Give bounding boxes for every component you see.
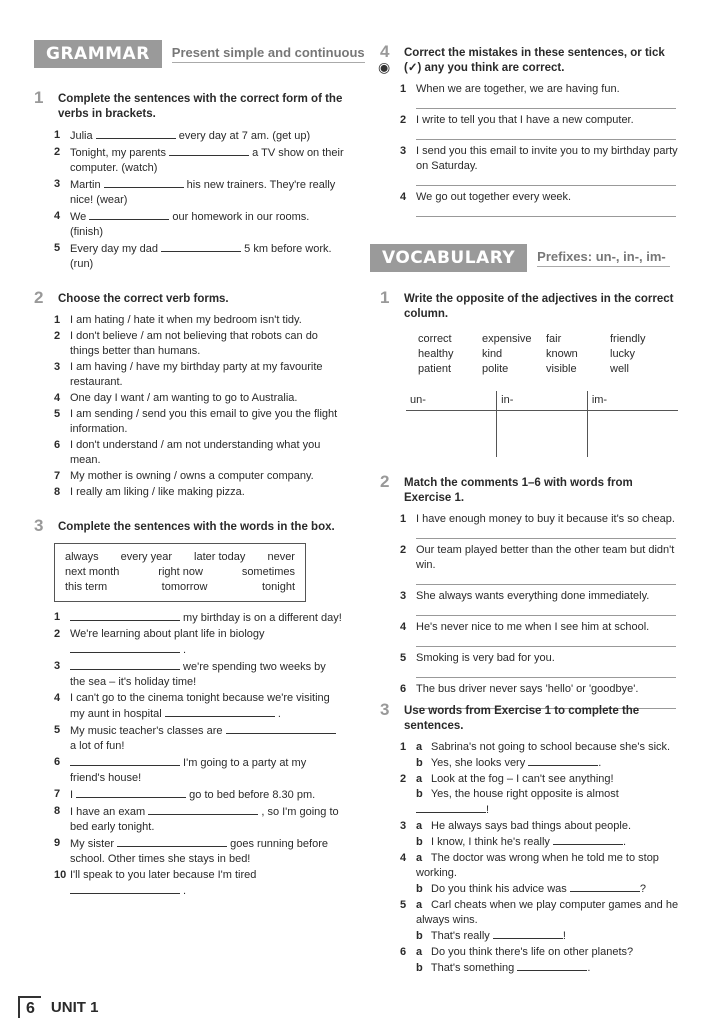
item-number: 2	[400, 544, 407, 556]
item-text: 5 km before work. (run)	[70, 243, 332, 270]
label-a: a	[416, 899, 423, 911]
list-item	[34, 787, 344, 803]
item-text: I don't believe / am not believing that robots can do things better than humans.	[70, 330, 318, 357]
label-b: b	[416, 757, 423, 769]
vocabulary-tag: VOCABULARY	[370, 244, 527, 272]
item-text: our homework in our rooms. (finish)	[70, 211, 310, 238]
list-item	[380, 589, 680, 616]
answer-blank[interactable]	[70, 659, 180, 670]
item-text: I'm going to a party at my friend's house!	[70, 757, 307, 784]
label-b: b	[416, 883, 423, 895]
list-item	[34, 145, 344, 176]
item-text: My mother is owning / owns a computer company.	[70, 470, 314, 482]
item-text: goes running before school. Other times she stays in bed!	[70, 838, 328, 865]
label-a: a	[416, 852, 423, 864]
word-box-word: next month	[65, 566, 120, 578]
label-a: a	[416, 773, 423, 785]
word-box-word: always	[65, 551, 99, 563]
exercise-title: Complete the sentences with the words in the box.	[58, 521, 335, 533]
answer-blank[interactable]	[104, 177, 184, 188]
item-number: 9	[54, 837, 61, 849]
item-number: 4	[400, 852, 407, 864]
word-box-word: every year	[120, 551, 173, 563]
list-item	[380, 82, 680, 109]
answer-line[interactable]	[416, 129, 676, 140]
answer-line[interactable]	[416, 175, 676, 186]
list-item	[380, 740, 680, 771]
item-text: I am sending / send you this email to give you the flight information.	[70, 408, 338, 435]
answer-blank[interactable]	[96, 128, 176, 139]
item-number: 2	[400, 773, 407, 785]
line-a	[416, 945, 680, 960]
answer-line[interactable]	[416, 206, 676, 217]
list-item	[380, 898, 680, 944]
vocabulary-exercise-3	[380, 700, 680, 977]
item-text: The doctor was wrong when he told me to stop working.	[416, 852, 659, 879]
word-box-row	[65, 550, 295, 565]
item-text: I write to tell you that I have a new computer.	[416, 114, 634, 126]
adjective-word: healthy	[418, 348, 454, 360]
item-number: 2	[54, 628, 61, 640]
item-end: .	[623, 836, 627, 848]
label-a: a	[416, 741, 423, 753]
answer-line[interactable]	[416, 98, 676, 109]
exercise-number: 2	[34, 288, 44, 307]
item-text: every day at 7 am. (get up)	[175, 130, 311, 142]
item-text: Julia	[70, 130, 96, 142]
page-footer	[18, 996, 98, 1018]
label-a: a	[416, 946, 423, 958]
line-b	[416, 881, 680, 897]
list-item	[34, 407, 344, 437]
item-number: 5	[54, 408, 61, 420]
item-text: Every day my dad	[70, 243, 162, 255]
item-text: Carl cheats when we play computer games and he always wins.	[416, 899, 679, 926]
item-number: 5	[400, 899, 407, 911]
list-item	[34, 627, 344, 658]
item-number: 6	[400, 946, 407, 958]
item-number: 10	[54, 869, 67, 881]
answer-blank[interactable]	[165, 706, 275, 717]
grammar-tag: GRAMMAR	[34, 40, 162, 68]
item-number: 3	[54, 361, 61, 373]
item-number: 1	[400, 83, 407, 95]
item-end: !	[562, 930, 566, 942]
list-item	[34, 868, 344, 899]
item-number: 3	[54, 178, 61, 190]
item-text: a TV show on their computer. (watch)	[70, 147, 344, 174]
item-text: Tonight, my parents	[70, 147, 170, 159]
exercise-items	[380, 740, 680, 976]
line-a	[416, 819, 680, 834]
item-text: we're spending two weeks by the sea – it's holiday time!	[70, 661, 326, 688]
item-text: I send you this email to invite you to my birthday party on Saturday.	[416, 145, 678, 172]
item-text: go to bed before 8.30 pm.	[186, 789, 316, 801]
item-text: One day I want / am wanting to go to Australia.	[70, 392, 298, 404]
adjective-word: polite	[482, 363, 509, 375]
list-item	[34, 659, 344, 690]
exercise-number: 4	[380, 42, 390, 61]
item-text: .	[180, 885, 187, 897]
answer-blank[interactable]	[528, 755, 598, 766]
list-item	[380, 620, 680, 647]
grammar-exercise-2	[34, 288, 344, 501]
item-number: 1	[400, 513, 407, 525]
line-a	[416, 898, 680, 928]
answer-line[interactable]	[416, 605, 676, 616]
item-number: 8	[54, 805, 61, 817]
answer-blank[interactable]	[70, 642, 180, 653]
prefix-table	[406, 391, 678, 457]
item-end: .	[598, 757, 602, 769]
grammar-header	[34, 38, 365, 70]
item-number: 3	[54, 660, 61, 672]
item-text: The bus driver never says 'hello' or 'goodbye'.	[416, 683, 639, 695]
answer-line[interactable]	[416, 574, 676, 585]
item-text: I have enough money to buy it because it's so cheap.	[416, 513, 675, 525]
item-number: 1	[54, 129, 61, 141]
item-number: 4	[54, 210, 61, 222]
page-number: 6	[18, 996, 41, 1018]
answer-blank[interactable]	[70, 755, 180, 766]
answer-blank[interactable]	[493, 928, 563, 939]
vocabulary-exercise-1	[380, 288, 680, 457]
item-number: 6	[54, 439, 61, 451]
list-item	[34, 128, 344, 144]
grammar-exercise-4	[378, 42, 680, 221]
adjective-word: patient	[418, 363, 452, 375]
item-number: 6	[400, 683, 407, 695]
item-text: Our team played better than the other team but didn't win.	[416, 544, 675, 571]
label-b: b	[416, 930, 423, 942]
answer-blank[interactable]	[89, 209, 169, 220]
answer-blank[interactable]	[148, 804, 258, 815]
eye-icon: ◉	[378, 59, 391, 75]
adjective-word: known	[546, 348, 578, 360]
list-item	[380, 945, 680, 976]
item-end: ?	[639, 883, 646, 895]
item-end: !	[486, 804, 490, 816]
word-box-row	[65, 565, 295, 580]
list-item	[34, 360, 344, 390]
word-box-word: never	[267, 551, 295, 563]
vocabulary-exercise-2	[380, 472, 680, 713]
exercise-title: Match the comments 1–6 with words from Exercise 1.	[404, 477, 633, 504]
list-item	[34, 755, 344, 786]
list-item	[34, 209, 344, 240]
item-text: My music teacher's classes are	[70, 725, 226, 737]
line-b	[416, 834, 680, 850]
list-item	[34, 241, 344, 272]
item-number: 3	[400, 145, 407, 157]
list-item	[34, 804, 344, 835]
item-number: 1	[54, 611, 61, 623]
item-number: 6	[54, 756, 61, 768]
exercise-items	[34, 610, 344, 899]
vocabulary-header	[370, 242, 670, 274]
answer-blank[interactable]	[416, 802, 486, 813]
answer-line[interactable]	[416, 667, 676, 678]
item-text: I	[70, 789, 77, 801]
word-box-word: right now	[158, 566, 203, 578]
list-item	[380, 512, 680, 539]
item-text: I am having / have my birthday party at my favourite restaurant.	[70, 361, 323, 388]
item-text: .	[180, 644, 187, 656]
item-text: Martin	[70, 179, 104, 191]
list-item	[34, 177, 344, 208]
exercise-number: 1	[380, 288, 390, 307]
list-item	[380, 144, 680, 186]
item-text: He always says bad things about people.	[428, 820, 632, 832]
answer-line[interactable]	[416, 636, 676, 647]
adjective-list	[418, 332, 680, 377]
item-text: I don't understand / am not understanding what you mean.	[70, 439, 321, 466]
exercise-title: Complete the sentences with the correct form of the verbs in brackets.	[58, 93, 343, 120]
item-number: 4	[400, 191, 407, 203]
line-a	[416, 851, 680, 881]
answer-blank[interactable]	[553, 834, 623, 845]
item-text: I'll speak to you later because I'm tired	[70, 869, 257, 881]
item-text: He's never nice to me when I see him at school.	[416, 621, 650, 633]
word-box-row	[65, 580, 295, 595]
item-number: 8	[54, 486, 61, 498]
label-b: b	[416, 962, 423, 974]
word-box-word: sometimes	[241, 566, 295, 578]
adjective-word: kind	[482, 348, 503, 360]
exercise-title: Correct the mistakes in these sentences, or tick (✓) any you think are correct.	[404, 47, 665, 74]
grammar-exercise-1	[34, 88, 344, 273]
item-number: 1	[54, 314, 61, 326]
column-im: im-	[587, 391, 678, 411]
exercise-title: Choose the correct verb forms.	[58, 293, 229, 305]
word-box-word: later today	[194, 551, 246, 563]
adjective-word: fair	[546, 333, 562, 345]
adjective-row	[418, 362, 680, 377]
list-item	[34, 836, 344, 867]
list-item	[34, 391, 344, 406]
answer-blank[interactable]	[70, 610, 180, 621]
exercise-items	[34, 313, 344, 500]
item-text: Yes, the house right opposite is almost	[428, 788, 619, 800]
list-item	[34, 469, 344, 484]
list-item	[34, 438, 344, 468]
item-text: Smoking is very bad for you.	[416, 652, 555, 664]
list-item	[34, 610, 344, 626]
item-text: Do you think his advice was	[428, 883, 570, 895]
item-number: 5	[54, 242, 61, 254]
item-text: That's something	[428, 962, 518, 974]
label-a: a	[416, 820, 423, 832]
adjective-word: correct	[418, 333, 452, 345]
item-text: his new trainers. They're really nice! (wear)	[70, 179, 336, 206]
item-text: I really am liking / like making pizza.	[70, 486, 245, 498]
item-text: She always wants everything done immediately.	[416, 590, 650, 602]
answer-cell[interactable]	[587, 411, 678, 458]
item-number: 2	[54, 146, 61, 158]
answer-blank[interactable]	[76, 787, 186, 798]
item-number: 3	[400, 590, 407, 602]
answer-cell[interactable]	[497, 411, 588, 458]
answer-blank[interactable]	[169, 145, 249, 156]
column-un: un-	[406, 391, 497, 411]
item-number: 3	[400, 820, 407, 832]
item-number: 1	[400, 741, 407, 753]
list-item	[380, 819, 680, 850]
adjective-word: friendly	[610, 333, 646, 345]
item-text: a lot of fun!	[70, 740, 125, 752]
adjective-word: lucky	[610, 348, 636, 360]
list-item	[34, 329, 344, 359]
line-a	[416, 772, 680, 787]
answer-blank[interactable]	[117, 836, 227, 847]
answer-cell[interactable]	[406, 411, 497, 458]
exercise-number: 3	[34, 516, 44, 535]
item-text: Sabrina's not going to school because she's sick.	[428, 741, 671, 753]
adjective-row	[418, 347, 680, 362]
line-b	[416, 960, 680, 976]
item-text: We	[70, 211, 90, 223]
item-end: .	[587, 962, 591, 974]
exercise-items	[34, 128, 344, 272]
grammar-subtitle: Present simple and continuous	[172, 45, 365, 63]
list-item	[380, 772, 680, 818]
adjective-word: visible	[546, 363, 577, 375]
item-text: Do you think there's life on other planets?	[428, 946, 634, 958]
word-box-word: tonight	[261, 581, 295, 593]
line-b	[416, 928, 680, 944]
item-text: I have an exam	[70, 806, 149, 818]
list-item	[380, 190, 680, 217]
item-text: I know, I think he's really	[428, 836, 553, 848]
line-b	[416, 787, 680, 818]
item-number: 4	[54, 392, 61, 404]
item-number: 4	[54, 692, 61, 704]
exercise-title: Write the opposite of the adjectives in the correct column.	[404, 293, 674, 320]
line-a	[416, 740, 680, 755]
item-text: We're learning about plant life in biology	[70, 628, 265, 640]
answer-blank[interactable]	[70, 883, 180, 894]
item-text: That's really	[428, 930, 493, 942]
adjective-row	[418, 332, 680, 347]
answer-blank[interactable]	[517, 960, 587, 971]
item-text: my birthday is on a different day!	[180, 612, 342, 624]
item-text: I am hating / hate it when my bedroom isn't tidy.	[70, 314, 302, 326]
item-number: 4	[400, 621, 407, 633]
item-number: 2	[400, 114, 407, 126]
grammar-exercise-3	[34, 516, 344, 900]
list-item	[34, 313, 344, 328]
word-box-word: tomorrow	[161, 581, 208, 593]
list-item	[380, 113, 680, 140]
unit-label: UNIT 1	[50, 998, 99, 1016]
item-text: Yes, she looks very	[428, 757, 529, 769]
exercise-items	[380, 512, 680, 709]
item-text: My sister	[70, 838, 118, 850]
word-box	[54, 543, 306, 602]
exercise-items	[380, 82, 680, 217]
answer-line[interactable]	[416, 528, 676, 539]
item-number: 2	[54, 330, 61, 342]
label-b: b	[416, 836, 423, 848]
list-item	[380, 851, 680, 897]
exercise-number: 2	[380, 472, 390, 491]
column-in: in-	[497, 391, 588, 411]
list-item	[34, 723, 344, 754]
item-number: 5	[400, 652, 407, 664]
item-text: When we are together, we are having fun.	[416, 83, 620, 95]
answer-blank[interactable]	[226, 723, 336, 734]
vocabulary-subtitle: Prefixes: un-, in-, im-	[537, 249, 670, 267]
exercise-title: Use words from Exercise 1 to complete the sentences.	[404, 705, 640, 732]
item-text: Look at the fog – I can't see anything!	[428, 773, 614, 785]
exercise-number: 1	[34, 88, 44, 107]
item-number: 7	[54, 470, 61, 482]
label-b: b	[416, 788, 423, 800]
list-item	[380, 651, 680, 678]
item-text: I can't go to the cinema tonight because we're visiting my aunt in hospital	[70, 692, 330, 720]
adjective-word: expensive	[482, 333, 532, 345]
item-text: .	[274, 708, 281, 720]
item-text: , so I'm going to bed early tonight.	[70, 806, 339, 833]
answer-blank[interactable]	[570, 881, 640, 892]
adjective-word: well	[610, 363, 629, 375]
item-text: We go out together every week.	[416, 191, 572, 203]
line-b	[416, 755, 680, 771]
item-number: 5	[54, 724, 61, 736]
exercise-number: 3	[380, 700, 390, 719]
list-item	[34, 485, 344, 500]
item-number: 7	[54, 788, 61, 800]
list-item	[34, 691, 344, 722]
answer-blank[interactable]	[161, 241, 241, 252]
word-box-word: this term	[65, 581, 108, 593]
list-item	[380, 543, 680, 585]
